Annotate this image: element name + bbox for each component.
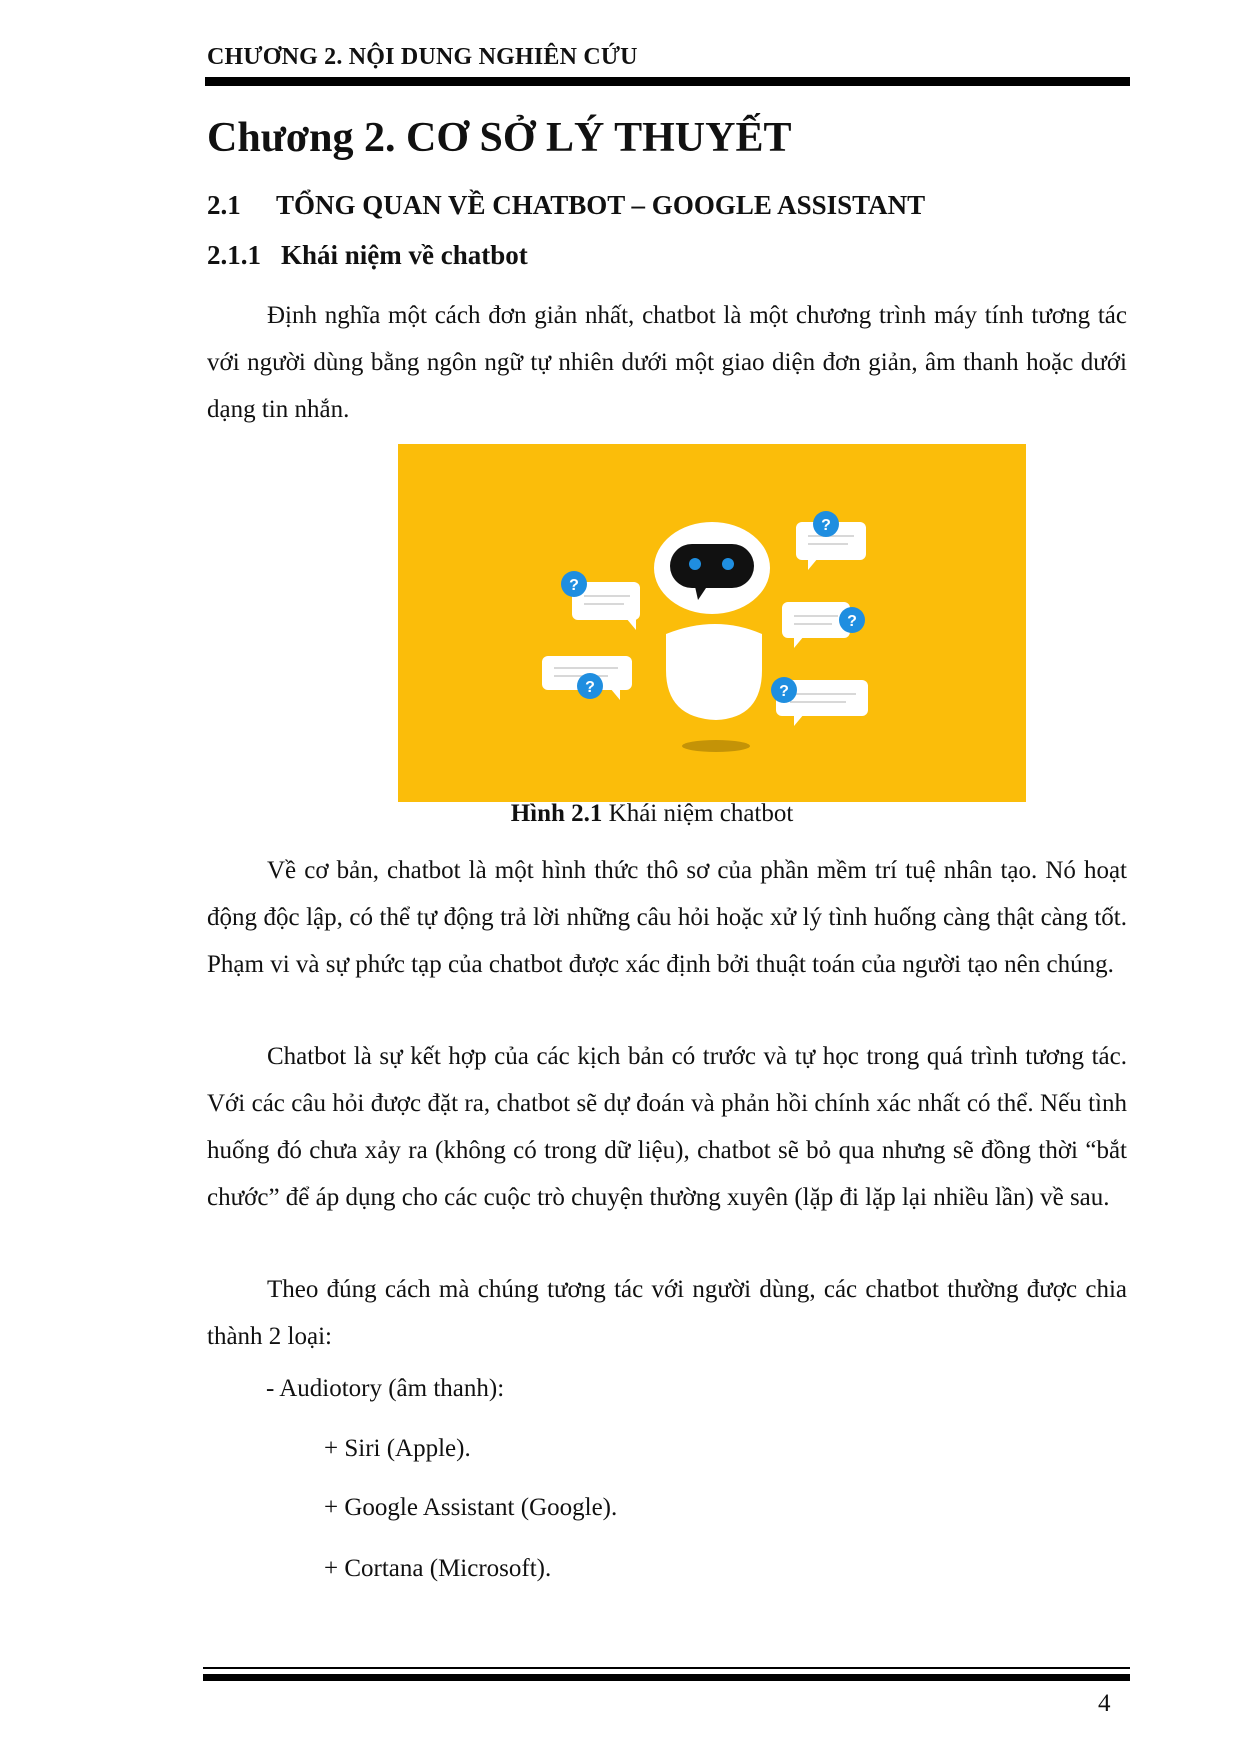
list-item: + Siri (Apple). [324,1435,471,1462]
subsection-number: 2.1.1 [207,240,261,270]
footer-rule [203,1667,1130,1669]
section-number: 2.1 [207,190,241,220]
paragraph: Theo đúng cách mà chúng tương tác với người dùng, các chatbot thường được chia thành 2 loại: [207,1276,1127,1350]
svg-text:?: ? [779,683,789,700]
svg-text:?: ? [847,613,857,630]
section-title: TỔNG QUAN VỀ CHATBOT – GOOGLE ASSISTANT [276,190,926,220]
svg-text:?: ? [569,577,579,594]
caption-text: Khái niệm chatbot [602,800,794,827]
caption-label: Hình 2.1 [510,800,603,827]
header-rule [205,77,1130,86]
list-item: + Cortana (Microsoft). [324,1555,552,1582]
robot-body-icon [666,624,762,720]
section-heading [207,190,925,221]
robot-eye-icon [722,558,734,570]
robot-eye-icon [689,558,701,570]
chatbot-illustration [398,444,1026,802]
robot-face-icon [670,544,754,588]
chat-bubble-icon [796,511,866,570]
running-header: CHƯƠNG 2. NỘI DUNG NGHIÊN CỨU [207,44,638,70]
chat-bubble-icon [771,677,868,726]
page-number: 4 [1098,1690,1111,1717]
chat-bubble-icon [561,571,640,630]
robot-shadow-icon [682,740,750,752]
subsection-heading [207,240,528,271]
paragraph: Chatbot là sự kết hợp của các kịch bản có trước và tự học trong quá trình tương tác. Với các câu hỏi được đặt ra, chatbot sẽ dự đoán và phản hồi chính xác nhất có thể. Nếu tình huống đó chưa xảy ra (không có trong dữ liệu), chatbot sẽ bỏ qua nhưng sẽ đồng thời “bắt chước” để áp dụng cho các cuộc trò chuyện thường xuyên (lặp đi lặp lại nhiều lần) về sau. [207,1043,1127,1211]
chapter-title: Chương 2. CƠ SỞ LÝ THUYẾT [207,115,792,161]
svg-text:?: ? [821,517,831,534]
subsection-title: Khái niệm về chatbot [281,240,528,270]
list-heading: - Audiotory (âm thanh): [266,1375,505,1402]
chatbot-figure [398,444,1026,802]
figure-caption [207,800,1097,828]
svg-text:?: ? [585,679,595,696]
list-item: + Google Assistant (Google). [324,1494,618,1521]
footer-rule-thick [203,1674,1130,1681]
chat-bubble-icon [542,656,632,700]
chat-bubble-icon [782,602,865,648]
paragraph: Định nghĩa một cách đơn giản nhất, chatbot là một chương trình máy tính tương tác với người dùng bằng ngôn ngữ tự nhiên dưới một giao diện đơn giản, âm thanh hoặc dưới dạng tin nhắn. [207,302,1127,423]
paragraph: Về cơ bản, chatbot là một hình thức thô sơ của phần mềm trí tuệ nhân tạo. Nó hoạt động độc lập, có thể tự động trả lời những câu hỏi hoặc xử lý tình huống càng thật càng tốt. Phạm vi và sự phức tạp của chatbot được xác định bởi thuật toán của người tạo nên chúng. [207,857,1127,978]
